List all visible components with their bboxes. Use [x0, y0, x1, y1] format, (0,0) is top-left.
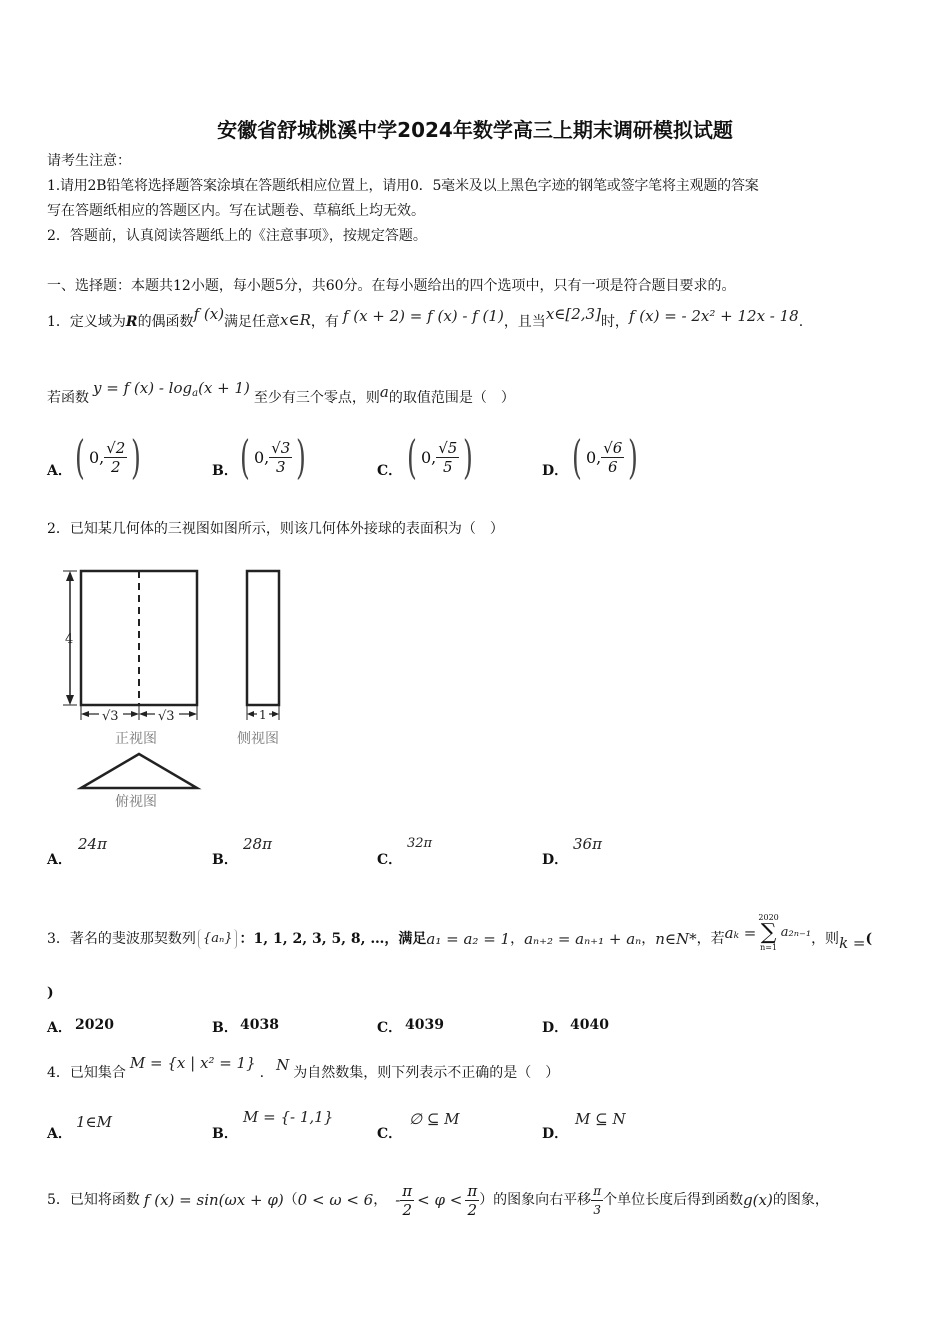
q1-text: ，有: [310, 314, 339, 330]
q1-equation-2: f (x) = - 2x² + 12x - 18: [628, 307, 799, 325]
q1-text: 的偶函数: [137, 314, 194, 330]
q5-function-g: g(x): [743, 1191, 773, 1209]
q1-text: 时，: [600, 314, 629, 330]
notice-line-2: 写在答题纸相应的答题区内。写在试题卷、草稿纸上均无效。: [47, 203, 425, 219]
height-label: 4: [65, 632, 74, 647]
q4-set-M: M = {x | x² = 1}: [129, 1054, 256, 1072]
front-view-caption: 正视图: [115, 731, 157, 747]
q3-summation: [758, 914, 778, 952]
q1-text: .: [798, 314, 804, 330]
q1-text: 满足任意: [224, 314, 281, 330]
q1-stem-2: [47, 379, 515, 408]
q1-equation-1: f (x + 2) = f (x) - f (1): [342, 307, 504, 325]
page-title: 安徽省舒城桃溪中学2024年数学高三上期末调研模拟试题: [217, 118, 733, 142]
q5-text: 的图象，: [772, 1192, 829, 1208]
q3-eq-1: a₁ = a₂ = 1: [426, 930, 511, 948]
q1-domain-R: R: [125, 314, 138, 330]
q1-equation-3: y = f (x) - log: [93, 379, 193, 397]
q5-function-f: f (x) = sin(ωx + φ): [143, 1191, 284, 1209]
q2-option-d-value: 36π: [573, 835, 602, 853]
sum-upper: 2020: [758, 913, 779, 922]
notice-line-1: 1.请用2B铅笔将选择题答案涂填在答题纸相应位置上，请用0．5毫米及以上黑色字迹的钢笔或签字笔将主观题的答案: [47, 178, 759, 194]
frac-den: 5: [443, 457, 453, 476]
q2-option-d-label[interactable]: D．: [542, 852, 569, 868]
sum-lower: n=1: [760, 943, 778, 952]
q4-option-b-label[interactable]: B．: [212, 1126, 238, 1142]
side-view-caption: 侧视图: [237, 731, 279, 747]
notice-heading: 请考生注意：: [47, 153, 131, 169]
interval-lower: 0,: [253, 447, 270, 467]
q2-stem: 2．已知某几何体的三视图如图所示，则该几何体外接球的表面积为（ ）: [47, 521, 504, 537]
q3-term: a₂ₙ₋₁: [780, 925, 812, 940]
q4-stem: [47, 1054, 560, 1083]
option-label: C．: [377, 463, 403, 479]
q3-option-b-value: 4038: [240, 1017, 279, 1033]
notice-line-3: 2．答题前，认真阅读答题纸上的《注意事项》，按规定答题。: [47, 228, 427, 244]
top-view-caption: 俯视图: [115, 794, 157, 810]
q2-option-c-value: 32π: [407, 836, 433, 851]
frac-num: √3: [271, 438, 291, 457]
frac-num: π: [402, 1181, 413, 1200]
q2-option-a-value: 24π: [78, 835, 107, 853]
q1-options: A． ( 0, $\frac{√2}{2}$ ) B． ( 0, $\frac{√3}{3}$ ) C． ( 0, $\frac{√5}{5}$ ) D． ( 0, $\frac{√6}{6}$ ): [47, 430, 639, 484]
q2-option-b-value: 28π: [243, 835, 272, 853]
q5-stem: [47, 1170, 829, 1230]
frac-den: 2: [467, 1200, 478, 1219]
q3-option-a-value: 2020: [75, 1017, 114, 1033]
q1-text: 至少有三个零点，则: [253, 390, 380, 406]
q3-sequence: {aₙ}: [198, 929, 238, 949]
q3-text: (: [865, 931, 873, 947]
q1-text: 的取值范围是（ ）: [388, 390, 515, 406]
q3-close-paren: ): [47, 985, 54, 1001]
q3-k: k =: [839, 934, 866, 952]
interval-lower: 0,: [585, 447, 602, 467]
q3-text: 3．著名的斐波那契数列: [47, 931, 196, 947]
q1-log-base: a: [192, 388, 199, 399]
frac-den: 2: [111, 457, 121, 476]
q1-text: ，且当: [503, 314, 546, 330]
q5-text: 5．已知将函数: [47, 1192, 140, 1208]
section-heading: 一、选择题：本题共12小题，每小题5分，共60分。在每小题给出的四个选项中，只有一项是符合题目要求的。: [47, 278, 736, 294]
q4-option-d-value: M ⊆ N: [575, 1110, 626, 1128]
q2-option-c-label[interactable]: C．: [377, 852, 403, 868]
q4-option-d-label[interactable]: D．: [542, 1126, 569, 1142]
q3-option-d-label[interactable]: D．: [542, 1020, 569, 1036]
q1-text: 1．定义域为: [47, 314, 126, 330]
sum-sign: ∑: [760, 920, 777, 945]
frac-num: √2: [106, 438, 126, 457]
frac-den: 6: [608, 457, 618, 476]
option-label: D．: [542, 463, 569, 479]
q4-option-b-value: M = {- 1,1}: [243, 1108, 334, 1126]
q3-option-b-label[interactable]: B．: [212, 1020, 238, 1036]
front-width-label-2: √3: [158, 709, 175, 724]
q5-phi-minus: -: [395, 1191, 401, 1209]
frac-den: 2: [402, 1200, 412, 1219]
frac-num: √5: [438, 438, 458, 457]
q1-condition: x∈[2,3]: [545, 305, 601, 323]
q4-set-N: N: [276, 1056, 290, 1074]
side-view-rect: [247, 571, 279, 705]
q3-stem: [47, 913, 873, 958]
q2-option-a-label[interactable]: A．: [47, 852, 72, 868]
q1-fx: f (x): [193, 305, 225, 323]
frac-num: π: [591, 1182, 603, 1201]
frac-den: 3: [593, 1202, 601, 1217]
interval-lower: 0,: [420, 447, 437, 467]
frac-den: 3: [276, 457, 286, 476]
q1-variable-a: a: [379, 383, 389, 401]
q3-text: ：1, 1, 2, 3, 5, 8, …，满足: [239, 931, 427, 947]
q3-eq-2: aₙ₊₂ = aₙ₊₁ + aₙ: [524, 930, 642, 948]
interval-lower: 0,: [88, 447, 105, 467]
option-label: A．: [47, 463, 72, 479]
option-label: B．: [212, 463, 238, 479]
q4-text: 4．已知集合: [47, 1065, 126, 1081]
q1-x-in-R: x∈R: [280, 311, 311, 329]
three-view-figure: [55, 548, 305, 813]
q5-text: ，: [373, 1192, 388, 1208]
q2-option-b-label[interactable]: B．: [212, 852, 238, 868]
q3-text: ，: [641, 931, 656, 947]
q5-text: （: [283, 1192, 298, 1208]
q3-option-a-label[interactable]: A．: [47, 1020, 72, 1036]
q3-text: ，若: [696, 931, 725, 947]
front-width-label-1: √3: [102, 709, 119, 724]
q4-text: 为自然数集，则下列表示不正确的是（ ）: [293, 1065, 560, 1081]
q4-option-a-label[interactable]: A．: [47, 1126, 72, 1142]
q4-text: .: [259, 1065, 265, 1081]
q5-text: ）的图象向右平移: [479, 1192, 592, 1208]
frac-num: √6: [603, 438, 623, 457]
q3-ak: aₖ =: [724, 924, 757, 942]
q3-option-c-value: 4039: [405, 1017, 444, 1033]
q4-option-c-label[interactable]: C．: [377, 1126, 403, 1142]
q1-stem: [47, 305, 804, 332]
q3-eq-3: n∈N*: [655, 930, 697, 948]
q3-option-c-label[interactable]: C．: [377, 1020, 403, 1036]
q4-option-a-value: 1∈M: [76, 1113, 113, 1131]
q5-phi-range: < φ <: [417, 1191, 463, 1209]
q1-text: 若函数: [47, 390, 89, 406]
q3-option-d-value: 4040: [570, 1017, 609, 1033]
side-width-label: 1: [259, 708, 267, 722]
q1-equation-3b: (x + 1): [198, 379, 250, 397]
q3-text: ，则: [811, 931, 840, 947]
q3-text: ，: [510, 931, 525, 947]
q5-omega-range: 0 < ω < 6: [297, 1191, 374, 1209]
q4-option-c-value: ∅ ⊆ M: [409, 1110, 460, 1128]
q5-text: 个单位长度后得到函数: [603, 1192, 744, 1208]
frac-num: π: [467, 1181, 478, 1200]
top-view-triangle: [81, 754, 197, 788]
